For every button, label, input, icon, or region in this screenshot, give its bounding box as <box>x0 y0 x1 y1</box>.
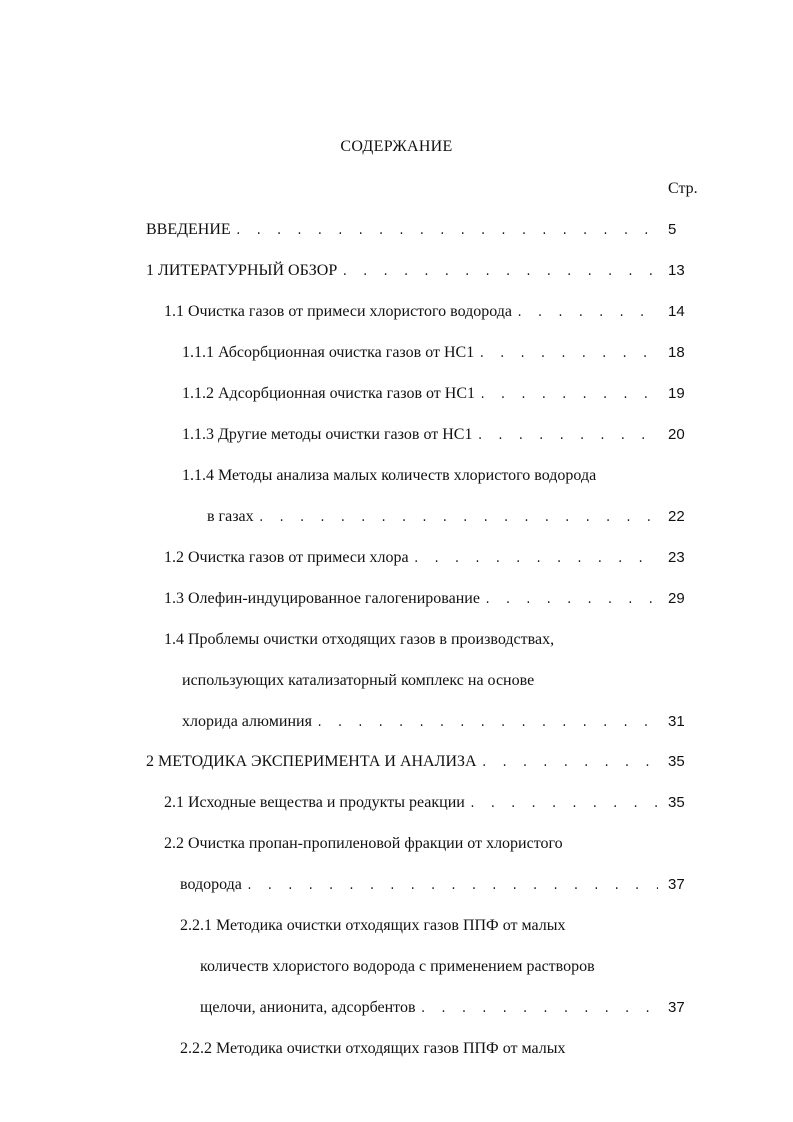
toc-entry <box>182 384 702 405</box>
toc-entry-text: 1.3 Олефин-индуцированное галогенирование <box>164 590 480 607</box>
toc-entry-text: 2.2.2 Методика очистки отходящих газов ППФ от малых <box>180 1040 566 1057</box>
toc-entry-text: 1.1.1 Абсорбционная очистка газов от НС1 <box>182 344 475 361</box>
page-column-label: Стр. <box>668 180 698 197</box>
toc-entry-page: 18 <box>668 344 685 361</box>
toc-entry <box>182 343 702 364</box>
toc-entry <box>200 998 702 1019</box>
toc-entry-text: 1.1.4 Методы анализа малых количеств хлористого водорода <box>182 467 597 484</box>
toc-entry <box>164 302 702 323</box>
toc-leader-dots <box>469 794 658 814</box>
toc-leader-dots <box>476 426 658 446</box>
toc-entry-text: 1.1.3 Другие методы очистки газов от НС1 <box>182 426 473 443</box>
toc-entry <box>164 589 702 610</box>
toc-leader-dots <box>246 876 658 896</box>
toc-leader-dots <box>516 303 658 323</box>
toc-leader-dots <box>478 344 658 364</box>
toc-leader-dots <box>258 508 658 528</box>
toc-entry-page: 5 <box>668 221 677 238</box>
toc-entry-text: 1.1 Очистка газов от примеси хлористого водорода <box>164 303 513 320</box>
toc-leader-dots <box>420 999 658 1019</box>
toc-entry-page: 35 <box>668 794 685 811</box>
toc-entry <box>146 261 702 282</box>
toc-entry <box>164 630 702 650</box>
toc-entry-page: 19 <box>668 385 685 402</box>
toc-entry <box>180 1039 702 1059</box>
toc-leader-dots <box>316 713 658 733</box>
toc-entry-text: 2 МЕТОДИКА ЭКСПЕРИМЕНТА И АНАЛИЗА <box>146 753 477 770</box>
toc-entry-page: 37 <box>668 876 685 893</box>
toc-entry <box>207 507 702 528</box>
toc-entry <box>164 834 702 854</box>
toc-leader-dots <box>484 590 658 610</box>
toc-entry-text: в газах <box>207 508 254 525</box>
toc-entry-text: 1.1.2 Адсорбционная очистка газов от НС1 <box>182 385 476 402</box>
toc-entry-page: 13 <box>668 262 685 279</box>
toc-entry <box>180 875 702 896</box>
toc-entry-page: 23 <box>668 549 685 566</box>
toc-entry <box>164 548 702 569</box>
toc-entry <box>180 916 702 936</box>
toc-entry-text: 2.2.1 Методика очистки отходящих газов ППФ от малых <box>180 917 566 934</box>
page-title: СОДЕРЖАНИЕ <box>340 138 453 155</box>
toc-entry-text: водорода <box>180 876 242 893</box>
toc-entry <box>182 712 702 733</box>
toc-leader-dots <box>481 753 658 773</box>
toc-entry-text: использующих катализаторный комплекс на основе <box>182 672 535 689</box>
toc-entry-text: 2.1 Исходные вещества и продукты реакции <box>164 794 465 811</box>
toc-leader-dots <box>413 549 658 569</box>
toc-entry-page: 20 <box>668 426 685 443</box>
toc-entry-text: ВВЕДЕНИЕ <box>146 221 231 238</box>
toc-entry-text: 1.2 Очистка газов от примеси хлора <box>164 549 409 566</box>
toc-entry <box>182 671 702 691</box>
toc-leader-dots <box>341 262 658 282</box>
toc-entry-page: 14 <box>668 303 685 320</box>
toc-entry <box>146 752 702 773</box>
toc-entry-text: 2.2 Очистка пропан-пропиленовой фракции от хлористого <box>164 835 563 852</box>
toc-entry-page: 22 <box>668 508 685 525</box>
toc-entry-page: 31 <box>668 713 685 730</box>
toc-entry <box>164 793 702 814</box>
toc-entry-text: 1 ЛИТЕРАТУРНЫЙ ОБЗОР <box>146 262 338 279</box>
toc-entry-text: 1.4 Проблемы очистки отходящих газов в производствах, <box>164 631 555 648</box>
toc-entry-page: 37 <box>668 999 685 1016</box>
toc-entry-text: хлорида алюминия <box>182 713 312 730</box>
toc-leader-dots <box>235 221 658 241</box>
toc-entry <box>182 466 702 486</box>
toc-entry-page: 35 <box>668 753 685 770</box>
toc-leader-dots <box>479 385 658 405</box>
toc-entry-text: щелочи, анионита, адсорбентов <box>200 999 416 1016</box>
toc-entry-text: количеств хлористого водорода с применением растворов <box>200 958 595 975</box>
toc-entry <box>182 425 702 446</box>
toc-entry-page: 29 <box>668 590 685 607</box>
toc-entry <box>200 957 702 977</box>
toc-entry <box>146 220 702 241</box>
